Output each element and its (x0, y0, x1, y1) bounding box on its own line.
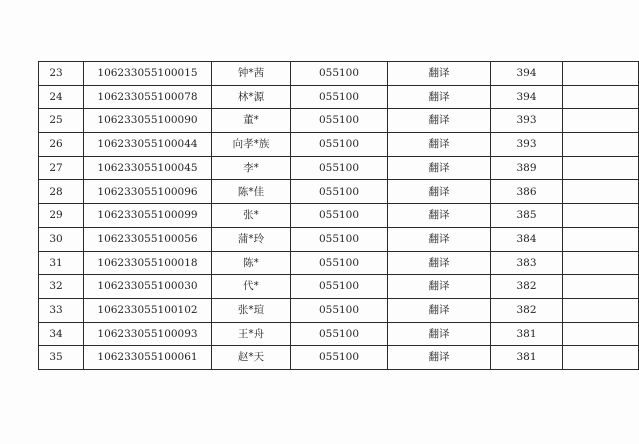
table-row (39, 275, 639, 299)
rank-cell-text: 29 (49, 209, 63, 222)
major-name-cell-text: 翻译 (428, 351, 450, 364)
major-name-cell-text: 翻译 (428, 185, 450, 198)
candidate-id-cell (84, 85, 212, 109)
rank-cell (39, 133, 84, 157)
note-cell (563, 322, 639, 346)
candidate-id-cell (84, 251, 212, 275)
major-code-cell (291, 156, 388, 180)
candidate-id-cell-text: 106233055100045 (97, 161, 198, 174)
score-cell (491, 109, 563, 133)
note-cell (563, 346, 639, 370)
score-cell-text: 383 (516, 256, 537, 269)
score-cell (491, 322, 563, 346)
rank-cell (39, 275, 84, 299)
candidate-name-cell-text: 董* (243, 114, 259, 127)
candidate-name-cell-text: 林*源 (237, 90, 265, 103)
rank-cell (39, 227, 84, 251)
table-row (39, 85, 639, 109)
candidate-id-cell-text: 106233055100102 (97, 303, 198, 316)
score-cell-text: 394 (516, 90, 537, 103)
candidate-name-cell (212, 204, 291, 228)
candidate-id-cell (84, 346, 212, 370)
candidate-id-cell-text: 106233055100015 (97, 67, 198, 80)
score-cell (491, 156, 563, 180)
score-cell-text: 382 (516, 280, 537, 293)
score-cell (491, 227, 563, 251)
candidate-name-cell (212, 180, 291, 204)
major-code-cell-text: 055100 (318, 232, 360, 245)
candidate-id-cell-text: 106233055100093 (97, 327, 198, 340)
candidate-id-cell-text: 106233055100044 (97, 138, 198, 151)
major-name-cell (388, 62, 491, 86)
score-cell-text: 385 (516, 209, 537, 222)
candidate-id-cell-text: 106233055100030 (97, 280, 198, 293)
major-code-cell-text: 055100 (318, 161, 360, 174)
major-code-cell-text: 055100 (318, 114, 360, 127)
candidate-name-cell (212, 227, 291, 251)
candidate-name-cell-text: 王*舟 (237, 327, 265, 340)
major-name-cell (388, 85, 491, 109)
candidate-name-cell-text: 向孝*族 (232, 138, 270, 151)
major-name-cell (388, 275, 491, 299)
roster-table-body (39, 62, 639, 370)
score-cell-text: 393 (516, 138, 537, 151)
candidate-id-cell-text: 106233055100099 (97, 209, 198, 222)
score-cell-text: 381 (516, 327, 537, 340)
table-row (39, 133, 639, 157)
major-code-cell-text: 055100 (318, 280, 360, 293)
major-code-cell (291, 204, 388, 228)
major-name-cell (388, 227, 491, 251)
rank-cell-text: 35 (49, 351, 63, 364)
table-row (39, 109, 639, 133)
table-row (39, 180, 639, 204)
candidate-name-cell (212, 156, 291, 180)
candidate-id-cell-text: 106233055100078 (97, 90, 198, 103)
rank-cell (39, 298, 84, 322)
table-row (39, 322, 639, 346)
major-name-cell-text: 翻译 (428, 280, 450, 293)
candidate-id-cell (84, 227, 212, 251)
candidate-id-cell (84, 298, 212, 322)
major-name-cell-text: 翻译 (428, 232, 450, 245)
rank-cell-text: 24 (49, 90, 63, 103)
major-code-cell-text: 055100 (318, 67, 360, 80)
major-code-cell (291, 227, 388, 251)
major-code-cell-text: 055100 (318, 303, 360, 316)
major-code-cell (291, 298, 388, 322)
candidate-name-cell-text: 钟*茜 (237, 67, 265, 80)
rank-cell-text: 33 (49, 303, 63, 316)
note-cell (563, 275, 639, 299)
table-row (39, 251, 639, 275)
candidate-id-cell-text: 106233055100096 (97, 185, 198, 198)
candidate-name-cell-text: 张*瑄 (237, 303, 265, 316)
rank-cell-text: 34 (49, 327, 63, 340)
major-code-cell (291, 109, 388, 133)
major-name-cell (388, 322, 491, 346)
note-cell (563, 156, 639, 180)
candidate-id-cell-text: 106233055100018 (97, 256, 198, 269)
rank-cell-text: 27 (49, 161, 63, 174)
score-cell (491, 251, 563, 275)
rank-cell (39, 322, 84, 346)
major-name-cell-text: 翻译 (428, 67, 450, 80)
major-name-cell (388, 156, 491, 180)
major-name-cell (388, 298, 491, 322)
rank-cell-text: 25 (49, 114, 63, 127)
candidate-name-cell-text: 陈*佳 (237, 185, 265, 198)
candidate-id-cell (84, 109, 212, 133)
major-code-cell-text: 055100 (318, 90, 360, 103)
rank-cell (39, 204, 84, 228)
candidate-name-cell (212, 85, 291, 109)
major-code-cell-text: 055100 (318, 138, 360, 151)
candidate-name-cell (212, 133, 291, 157)
major-code-cell-text: 055100 (318, 209, 360, 222)
score-cell (491, 85, 563, 109)
major-code-cell (291, 251, 388, 275)
major-code-cell-text: 055100 (318, 185, 360, 198)
candidate-name-cell-text: 张* (243, 209, 259, 222)
major-name-cell-text: 翻译 (428, 303, 450, 316)
candidate-id-cell (84, 156, 212, 180)
rank-cell-text: 30 (49, 232, 63, 245)
major-name-cell-text: 翻译 (428, 209, 450, 222)
note-cell (563, 298, 639, 322)
score-cell-text: 386 (516, 185, 537, 198)
rank-cell (39, 180, 84, 204)
candidate-name-cell-text: 蒲*玲 (237, 232, 265, 245)
rank-cell-text: 26 (49, 138, 63, 151)
major-code-cell-text: 055100 (318, 351, 360, 364)
major-code-cell (291, 322, 388, 346)
note-cell (563, 85, 639, 109)
rank-cell-text: 31 (49, 256, 63, 269)
table-row (39, 62, 639, 86)
major-code-cell-text: 055100 (318, 256, 360, 269)
note-cell (563, 62, 639, 86)
major-name-cell (388, 109, 491, 133)
candidate-name-cell-text: 陈* (243, 256, 259, 269)
candidate-id-cell (84, 133, 212, 157)
candidate-id-cell (84, 62, 212, 86)
rank-cell-text: 28 (49, 185, 63, 198)
major-name-cell-text: 翻译 (428, 161, 450, 174)
score-cell-text: 394 (516, 67, 537, 80)
major-name-cell (388, 204, 491, 228)
score-cell (491, 62, 563, 86)
score-cell-text: 393 (516, 114, 537, 127)
score-cell (491, 204, 563, 228)
score-cell-text: 381 (516, 351, 537, 364)
score-cell (491, 298, 563, 322)
table-row (39, 204, 639, 228)
candidate-name-cell (212, 109, 291, 133)
rank-cell (39, 62, 84, 86)
note-cell (563, 251, 639, 275)
major-code-cell (291, 133, 388, 157)
major-code-cell (291, 85, 388, 109)
major-name-cell-text: 翻译 (428, 114, 450, 127)
candidate-name-cell-text: 赵*天 (237, 351, 265, 364)
major-name-cell (388, 346, 491, 370)
candidate-name-cell-text: 李* (243, 161, 259, 174)
major-name-cell-text: 翻译 (428, 327, 450, 340)
rank-cell (39, 109, 84, 133)
major-name-cell-text: 翻译 (428, 90, 450, 103)
note-cell (563, 227, 639, 251)
major-name-cell (388, 180, 491, 204)
table-row (39, 156, 639, 180)
major-code-cell (291, 275, 388, 299)
table-row (39, 227, 639, 251)
rank-cell (39, 85, 84, 109)
candidate-name-cell (212, 62, 291, 86)
candidate-id-cell-text: 106233055100061 (97, 351, 198, 364)
major-name-cell-text: 翻译 (428, 256, 450, 269)
admission-roster-table (38, 61, 639, 370)
candidate-id-cell-text: 106233055100090 (97, 114, 198, 127)
candidate-id-cell-text: 106233055100056 (97, 232, 198, 245)
candidate-id-cell (84, 322, 212, 346)
score-cell-text: 382 (516, 303, 537, 316)
candidate-name-cell (212, 275, 291, 299)
rank-cell (39, 346, 84, 370)
table-row (39, 346, 639, 370)
candidate-id-cell (84, 180, 212, 204)
note-cell (563, 133, 639, 157)
note-cell (563, 204, 639, 228)
major-code-cell (291, 62, 388, 86)
table-row (39, 298, 639, 322)
candidate-id-cell (84, 275, 212, 299)
note-cell (563, 180, 639, 204)
score-cell (491, 275, 563, 299)
major-code-cell-text: 055100 (318, 327, 360, 340)
major-name-cell (388, 251, 491, 275)
rank-cell (39, 251, 84, 275)
candidate-name-cell (212, 322, 291, 346)
score-cell-text: 384 (516, 232, 537, 245)
candidate-name-cell (212, 346, 291, 370)
major-code-cell (291, 180, 388, 204)
major-name-cell (388, 133, 491, 157)
rank-cell-text: 32 (49, 280, 63, 293)
score-cell (491, 346, 563, 370)
major-name-cell-text: 翻译 (428, 138, 450, 151)
candidate-id-cell (84, 204, 212, 228)
major-code-cell (291, 346, 388, 370)
candidate-name-cell (212, 298, 291, 322)
candidate-name-cell-text: 代* (243, 280, 259, 293)
score-cell (491, 180, 563, 204)
rank-cell (39, 156, 84, 180)
candidate-name-cell (212, 251, 291, 275)
score-cell-text: 389 (516, 161, 537, 174)
note-cell (563, 109, 639, 133)
score-cell (491, 133, 563, 157)
rank-cell-text: 23 (49, 67, 63, 80)
